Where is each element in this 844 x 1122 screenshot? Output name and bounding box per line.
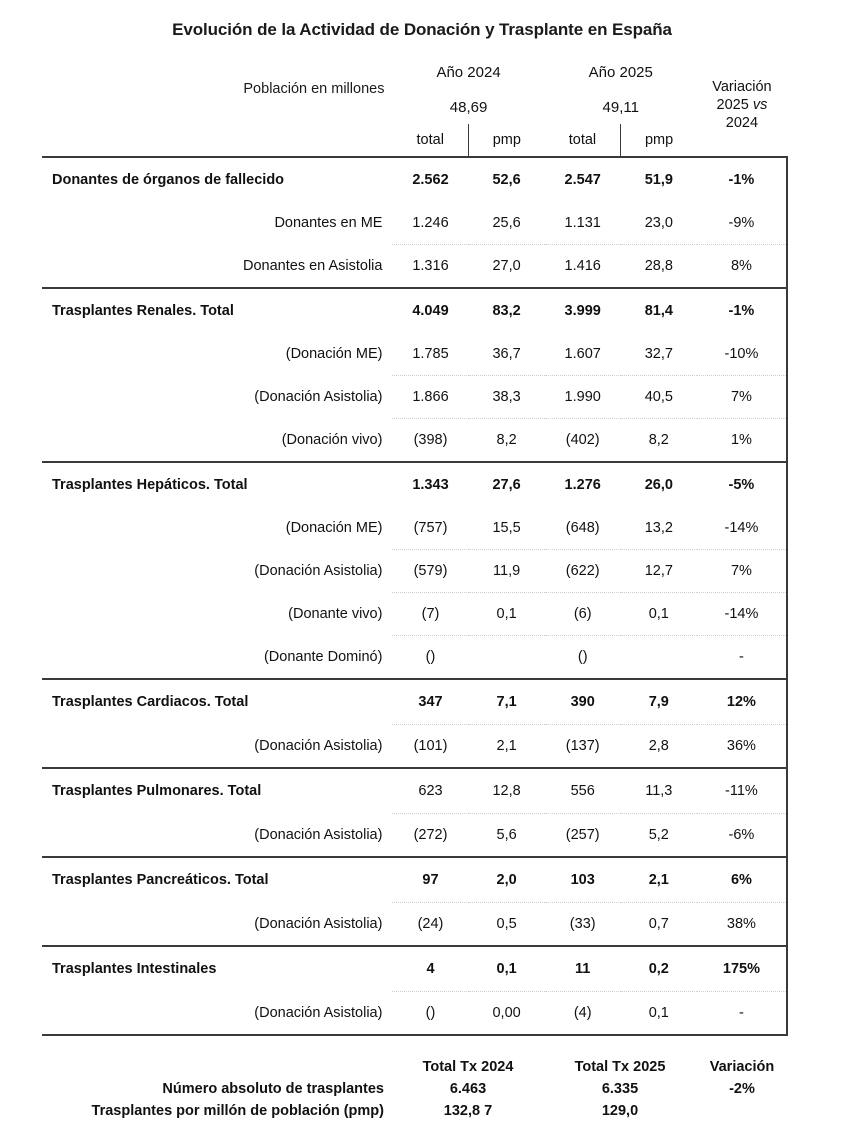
cell-total-2024: 4 — [392, 946, 468, 992]
header-variation-line3: 2024 — [725, 115, 759, 132]
cell-total-2024: (272) — [392, 814, 468, 858]
row-label: Donantes en ME — [274, 215, 383, 232]
table-row — [42, 157, 787, 202]
cell-pmp-2025: 7,9 — [621, 679, 697, 725]
cell-total-2025: 1.276 — [545, 462, 621, 507]
cell-total-2024: 97 — [392, 857, 468, 903]
table-row — [42, 462, 787, 507]
cell-variation: 12% — [697, 679, 787, 725]
row-label: Trasplantes Renales. Total — [42, 288, 392, 333]
header-pmp-2025: pmp — [621, 124, 697, 157]
table-row — [42, 419, 787, 463]
cell-total-2024: (579) — [392, 550, 468, 593]
population-2024: 48,69 — [449, 98, 488, 116]
row-label: (Donación Asistolia) — [254, 389, 383, 405]
cell-total-2025: (257) — [545, 814, 621, 858]
row-label: Trasplantes Intestinales — [42, 946, 392, 992]
cell-pmp-2025: 2,8 — [621, 725, 697, 769]
header-year-2024: Año 2024 — [436, 63, 501, 81]
row-label: (Donación ME) — [285, 520, 383, 537]
row-label: (Donación ME) — [285, 346, 383, 363]
cell-variation: 8% — [697, 245, 787, 289]
cell-total-2024: 1.785 — [412, 346, 449, 362]
row-label: Trasplantes Pulmonares. Total — [42, 768, 392, 814]
donation-transplant-table — [42, 54, 788, 1036]
header-total-2025: total — [568, 132, 597, 148]
cell-total-2024: (7) — [392, 593, 468, 636]
cell-variation: 7% — [697, 550, 787, 593]
cell-variation: -11% — [697, 768, 787, 814]
row-label: Donantes en Asistolia — [243, 257, 383, 274]
cell-total-2025: 1.607 — [564, 346, 601, 362]
summary-value-variation: -2% — [729, 1081, 755, 1097]
cell-total-2025: (622) — [545, 550, 621, 593]
cell-variation: - — [697, 992, 787, 1036]
cell-total-2025: (137) — [545, 725, 621, 769]
header-variation-line1: Variación — [712, 78, 772, 95]
cell-pmp-2025: 23,0 — [644, 215, 673, 231]
cell-total-2025: (6) — [545, 593, 621, 636]
cell-total-2024: (24) — [392, 903, 468, 947]
cell-variation: - — [697, 636, 787, 680]
cell-pmp-2024: 7,1 — [469, 679, 545, 725]
cell-total-2024: (757) — [413, 520, 448, 536]
summary-row-absolute — [42, 1078, 788, 1100]
row-label: (Donación Asistolia) — [254, 915, 383, 932]
summary-row-pmp — [42, 1100, 788, 1122]
cell-total-2024: () — [392, 992, 468, 1036]
summary-header-spacer — [42, 1056, 392, 1078]
cell-pmp-2024: 0,1 — [469, 946, 545, 992]
cell-pmp-2024: 25,6 — [492, 215, 521, 231]
cell-pmp-2024: 52,6 — [469, 157, 545, 202]
header-variation — [697, 54, 787, 157]
cell-total-2024: () — [392, 636, 468, 680]
cell-variation: -1% — [697, 157, 787, 202]
cell-pmp-2025: 8,2 — [621, 419, 697, 463]
cell-total-2024: (101) — [392, 725, 468, 769]
row-label: Trasplantes Hepáticos. Total — [42, 462, 392, 507]
summary-header-2025: Total Tx 2025 — [574, 1059, 666, 1075]
cell-variation: -14% — [697, 593, 787, 636]
cell-total-2025: 1.990 — [545, 376, 621, 419]
cell-pmp-2025: 12,7 — [621, 550, 697, 593]
cell-pmp-2025: 32,7 — [644, 346, 673, 362]
cell-total-2025: 3.999 — [545, 288, 621, 333]
table-body — [42, 157, 787, 1035]
header-total-2024: total — [416, 132, 444, 148]
cell-total-2024: 1.246 — [412, 215, 449, 231]
summary-value-2024: 6.463 — [449, 1081, 487, 1097]
summary-row-label: Número absoluto de trasplantes — [162, 1081, 384, 1097]
table-row — [42, 992, 787, 1036]
cell-pmp-2024: 5,6 — [469, 814, 545, 858]
cell-variation: 7% — [697, 376, 787, 419]
table-row — [42, 376, 787, 419]
cell-pmp-2025: 13,2 — [644, 520, 673, 536]
cell-pmp-2024: 36,7 — [492, 346, 521, 362]
cell-pmp-2024: 38,3 — [469, 376, 545, 419]
cell-pmp-2025 — [621, 636, 697, 680]
table-row — [42, 202, 787, 245]
cell-total-2025: 1.416 — [545, 245, 621, 289]
table-row — [42, 679, 787, 725]
table-row — [42, 288, 787, 333]
cell-total-2025: 2.547 — [545, 157, 621, 202]
row-label: (Donación Asistolia) — [254, 737, 383, 754]
cell-total-2024: 1.866 — [392, 376, 468, 419]
table-row — [42, 507, 787, 550]
cell-pmp-2025: 40,5 — [621, 376, 697, 419]
summary-header-row — [42, 1056, 788, 1078]
cell-total-2024: 347 — [392, 679, 468, 725]
cell-total-2024: 4.049 — [392, 288, 468, 333]
cell-pmp-2024: 27,0 — [469, 245, 545, 289]
cell-pmp-2024: 8,2 — [469, 419, 545, 463]
row-label: Trasplantes Pancreáticos. Total — [42, 857, 392, 903]
header-year-2025: Año 2025 — [588, 63, 653, 81]
row-label: (Donante Dominó) — [263, 648, 383, 665]
cell-pmp-2024: 15,5 — [492, 520, 521, 536]
population-label: Población en millones — [243, 81, 385, 97]
cell-pmp-2025: 51,9 — [621, 157, 697, 202]
cell-pmp-2024: 11,9 — [469, 550, 545, 593]
cell-total-2025: (648) — [565, 520, 600, 536]
cell-pmp-2025: 0,1 — [621, 593, 697, 636]
header-variation-line2: 2025 — [716, 96, 753, 113]
cell-variation: -14% — [697, 507, 787, 550]
cell-total-2025: () — [545, 636, 621, 680]
cell-pmp-2024: 2,0 — [469, 857, 545, 903]
row-label: Donantes de órganos de fallecido — [42, 157, 392, 202]
table-row — [42, 946, 787, 992]
cell-total-2025: 390 — [545, 679, 621, 725]
table-row — [42, 814, 787, 858]
cell-variation: 38% — [697, 903, 787, 947]
table-row — [42, 636, 787, 680]
cell-pmp-2025: 28,8 — [621, 245, 697, 289]
cell-total-2024: 1.316 — [392, 245, 468, 289]
activity-table-container — [0, 54, 844, 1036]
cell-pmp-2024: 2,1 — [469, 725, 545, 769]
table-row — [42, 857, 787, 903]
header-variation-vs: vs — [752, 96, 768, 113]
cell-variation: -10% — [697, 333, 787, 376]
cell-variation: -9% — [697, 202, 787, 245]
cell-total-2025: (4) — [545, 992, 621, 1036]
cell-total-2025: 11 — [545, 946, 621, 992]
header-row-subcolumns — [42, 124, 787, 157]
table-row — [42, 768, 787, 814]
cell-variation: -1% — [697, 288, 787, 333]
cell-total-2024: 1.343 — [392, 462, 468, 507]
table-row — [42, 245, 787, 289]
summary-table — [42, 1056, 788, 1122]
table-row — [42, 550, 787, 593]
header-row-years — [42, 54, 787, 90]
summary-header-variation: Variación — [709, 1059, 775, 1075]
row-label: (Donación Asistolia) — [254, 563, 383, 579]
row-label: Trasplantes Cardiacos. Total — [42, 679, 392, 725]
cell-pmp-2025: 0,7 — [621, 903, 697, 947]
cell-variation: -6% — [697, 814, 787, 858]
cell-pmp-2025: 26,0 — [621, 462, 697, 507]
cell-pmp-2024: 83,2 — [469, 288, 545, 333]
cell-pmp-2024: 12,8 — [469, 768, 545, 814]
cell-total-2025: 103 — [545, 857, 621, 903]
cell-pmp-2024: 0,1 — [469, 593, 545, 636]
table-row — [42, 903, 787, 947]
cell-variation: 6% — [697, 857, 787, 903]
cell-pmp-2025: 11,3 — [621, 768, 697, 814]
table-header — [42, 54, 787, 157]
cell-pmp-2025: 81,4 — [621, 288, 697, 333]
cell-variation: 175% — [697, 946, 787, 992]
cell-pmp-2024: 0,00 — [469, 992, 545, 1036]
summary-value-2024: 132,8 7 — [443, 1103, 493, 1119]
page-title: Evolución de la Actividad de Donación y Trasplante en España — [172, 20, 672, 39]
cell-pmp-2025: 5,2 — [621, 814, 697, 858]
cell-pmp-2024: 0,5 — [469, 903, 545, 947]
cell-total-2025: 556 — [545, 768, 621, 814]
row-label: (Donación Asistolia) — [254, 826, 383, 843]
row-label: (Donación Asistolia) — [42, 992, 392, 1036]
row-label: (Donante vivo) — [288, 606, 383, 622]
table-row — [42, 333, 787, 376]
cell-total-2024: 623 — [392, 768, 468, 814]
row-label: (Donación vivo) — [281, 431, 383, 448]
cell-variation: 1% — [697, 419, 787, 463]
cell-total-2025: (33) — [545, 903, 621, 947]
cell-total-2025: (402) — [545, 419, 621, 463]
cell-pmp-2025: 0,2 — [621, 946, 697, 992]
table-row — [42, 725, 787, 769]
header-pmp-2024: pmp — [469, 124, 545, 157]
population-2025: 49,11 — [602, 98, 639, 116]
cell-total-2024: 2.562 — [392, 157, 468, 202]
cell-variation: -5% — [697, 462, 787, 507]
summary-value-2025: 129,0 — [601, 1103, 639, 1119]
summary-header-2024: Total Tx 2024 — [422, 1059, 514, 1075]
summary-row-label: Trasplantes por millón de población (pmp) — [91, 1103, 384, 1119]
cell-pmp-2025: 0,1 — [621, 992, 697, 1036]
cell-variation: 36% — [697, 725, 787, 769]
summary-value-variation — [696, 1100, 788, 1122]
summary-value-2025: 6.335 — [601, 1081, 639, 1097]
cell-pmp-2024: 27,6 — [469, 462, 545, 507]
cell-pmp-2024 — [469, 636, 545, 680]
header-spacer — [42, 124, 392, 157]
cell-total-2024: (398) — [392, 419, 468, 463]
table-row — [42, 593, 787, 636]
cell-pmp-2025: 2,1 — [621, 857, 697, 903]
cell-total-2025: 1.131 — [564, 215, 601, 231]
